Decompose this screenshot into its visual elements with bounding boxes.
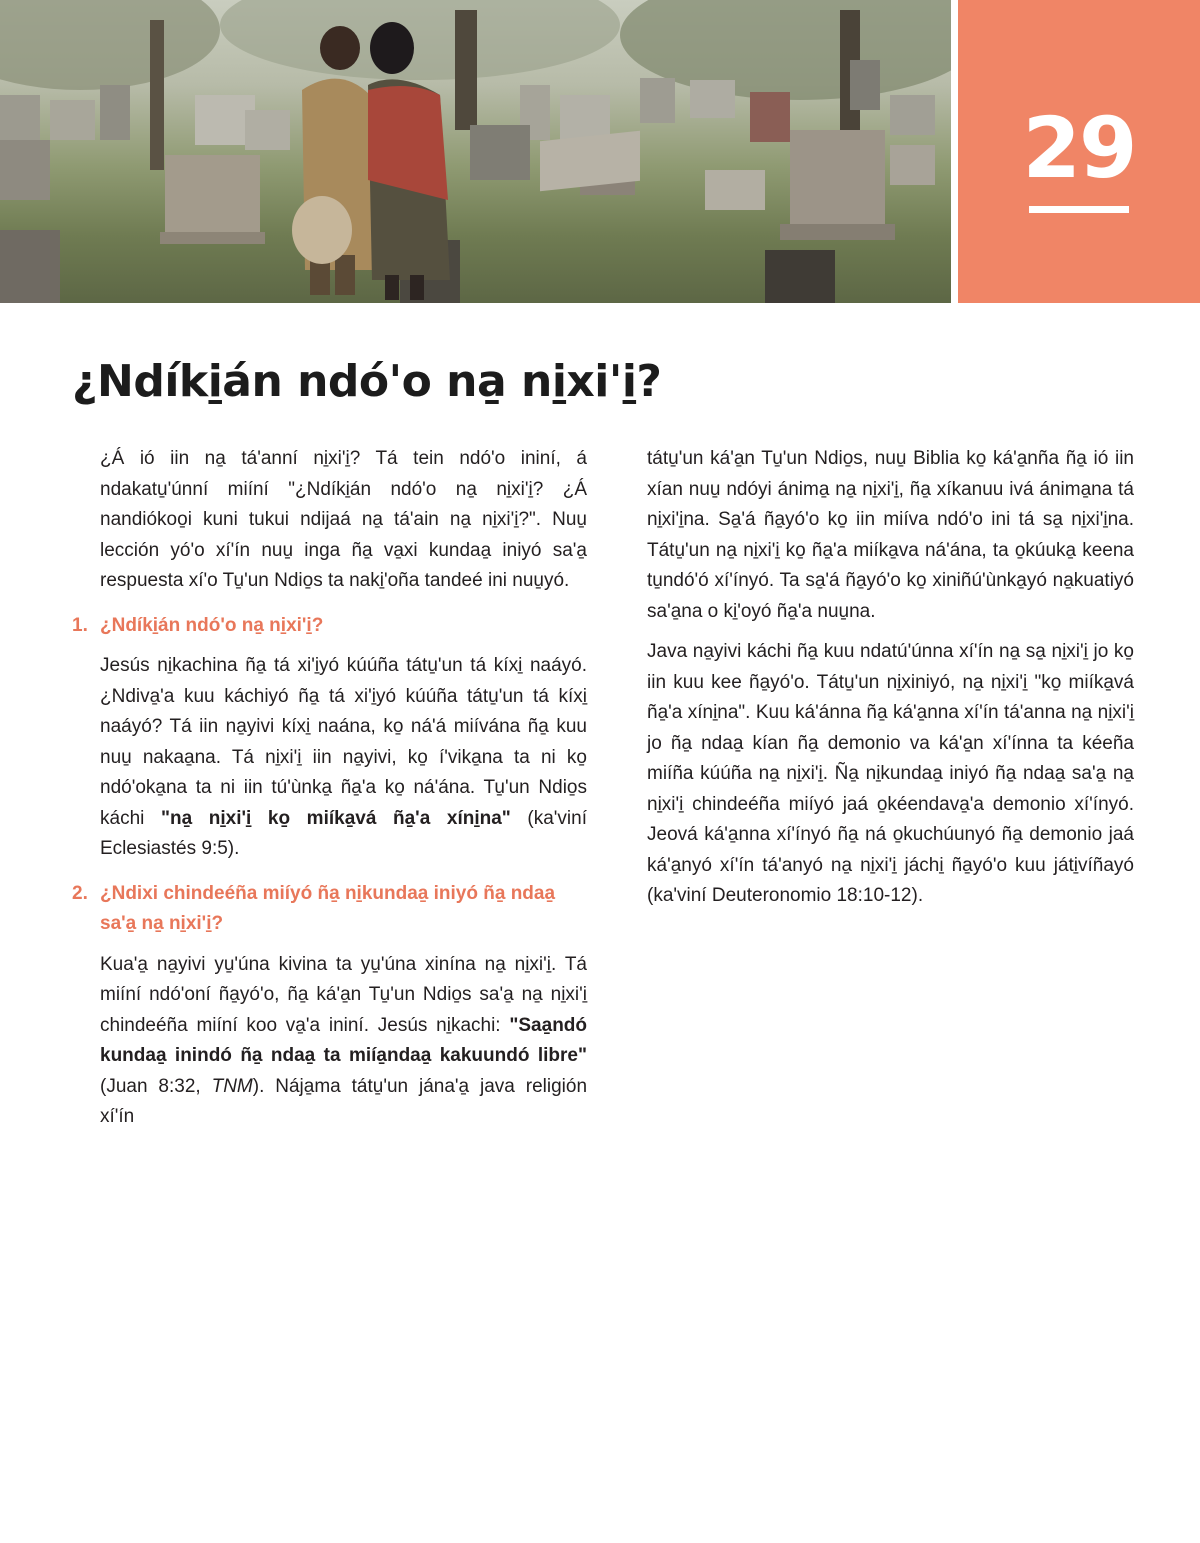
answer-1-paragraph [100,651,587,865]
answer-2-text: Kua'a̱ na̱yivi yu̱'úna kivina ta yu̱'úna xinína na̱ ni̱xi'i̱. Tá miíní ndó'oní ña̱yó'o, ña̱ ká'a̱n Tu̱'un Ndio̱s sa'a̱ na̱ ni̱xi'i̱ chindeéña miíní koo va̱'a ininí. Jesús ni̱kachi: [100,953,587,1036]
page-title: ¿Ndíki̱án ndó'o na̱ ni̱xi'i̱? [72,356,662,407]
intro-paragraph: ¿Á ió iin na̱ tá'anní ni̱xi'i̱? Tá tein ndó'o ininí, á ndakatu̱'únní miíní "¿Ndíki̱án ndó'o na̱ ni̱xi'i̱? ¿Á nandiókoo̱i kuni tukui ndijaá na̱ tá'ain na̱ ni̱xi'i̱?". Nuu̱ lección yó'o xí'ín nuu̱ inga ña̱ va̱xi kundaa̱ iniyó sa'a̱ respuesta xí'o Tu̱'un Ndio̱s ta naki̱'oña tandeé ini nuu̱yó. [100,448,587,591]
answer-2-quote: "Saa̱ndó kundaa̱ inindó ña̱ ndaa̱ ta miía̱ndaa̱ kakuundó libre" [100,1014,588,1066]
answer-2-paragraph [100,950,587,1133]
cemetery-photo [0,0,951,303]
lesson-number-badge [958,0,1200,303]
answer-1-text: Jesús ni̱kachina ña̱ tá xi'i̱yó kúúña tátu̱'un tá kíxi̱ naáyó. ¿Ndiva̱'a kuu káchiyó ña̱ tá xi'i̱yó kúúña tátu̱'un tá kíxi̱ naáyó? Tá iin na̱yivi kíxi̱ naána, ko̱ ná'á miívána ña̱ kuu nuu̱ nakaa̱na. Tá ni̱xi'i̱ iin na̱yivi, ko̱ í'vika̱na ta ni ko̱ ndó'oka̱na ta ni iin tú'ùnka̱ ña̱'a ko̱ ná'ána. Tu̱'un Ndio̱s káchi [100,655,587,829]
lesson-number: 29 [1022,99,1136,197]
question-2 [72,879,587,940]
answer-2-reference-tnm: TNM [211,1075,253,1097]
question-1 [72,611,587,642]
answer-1-quote: "na̱ ni̱xi'i̱ ko̱ miíka̱vá ña̱'a xíni̱na" [160,807,511,829]
answer-1-reference: (ka'viní Eclesiastés 9:5). [100,807,587,859]
cemetery-scene [0,0,951,303]
right-column [647,444,1134,922]
answer-2-reference-start: (Juan 8:32, [100,1075,212,1097]
answer-2-reference-end: ). Nája̱ma tátu̱'un jána'a̱ java religión xí'ín [100,1075,588,1127]
question-2-number: 2. [72,882,88,904]
left-column [72,444,588,1143]
badge-underline [1029,206,1129,213]
question-1-number: 1. [72,614,88,636]
question-2-text: ¿Ndixi chindeéña miíyó ña̱ ni̱kundaa̱ iniyó ña̱ ndaa̱ sa'a̱ na̱ ni̱xi'i̱? [100,882,556,934]
question-1-text: ¿Ndíki̱án ndó'o na̱ ni̱xi'i̱? [100,614,324,636]
answer-2-continued-paragraph: Java na̱yivi káchi ña̱ kuu ndatú'únna xí'ín na̱ sa̱ ni̱xi'i̱ jo ko̱ iin kuu kee ña̱yó'o. Tátu̱'un ni̱xiniyó, na̱ ni̱xi'i̱ "ko̱ miíka̱vá ña̱'a xíni̱na". Kuu ká'ánna ña̱ ká'a̱nna xí'ín tá'anna na̱ ni̱xi'i̱ jo ña̱ ndaa̱ kían ña̱ demonio va ká'a̱n xí'ínna ta kéeña miíña kúúña na̱ ni̱xi'i̱. Ña̱ ni̱kundaa̱ iniyó ña̱ ndaa̱ sa'a̱ na̱ ni̱xi'i̱ chindeéña miíyó jaá o̱kéendava̱'a demonio xí'ínyó. Jeová ká'a̱nna xí'ínyó ña̱ ná o̱kuchúunyó ña̱ demonio jaá ká'a̱nyó xí'ín tá'anyó na̱ ni̱xi'i̱ jáchi̱ ña̱yó'o kuu játi̱víñayó (ka'viní Deuteronomio 18:10-12). [647,641,1134,906]
answer-1-continued-paragraph: tátu̱'un ká'a̱n Tu̱'un Ndio̱s, nuu̱ Biblia ko̱ ká'a̱nña ña̱ ió iin xían nuu̱ ndóyi ánima̱ na̱ ni̱xi'i̱, ña̱ xíkanuu ivá ánima̱na tá ni̱xi'i̱na. Sa̱'á ña̱yó'o ko̱ iin miíva ndó'o ini tá sa̱ ni̱xi'i̱na. Tátu̱'un na̱ ni̱xi'i̱ ko̱ ña̱'a miíka̱va ná'ána, ta o̱kúuka̱ keena tu̱ndó'ó xí'ínyó. Ta sa̱'á ña̱yó'o ko̱ xiniñú'ùnka̱yó na̱kuatiyó sa'a̱na o ki̱'oyó ña̱'a nuu̱na. [647,448,1134,622]
